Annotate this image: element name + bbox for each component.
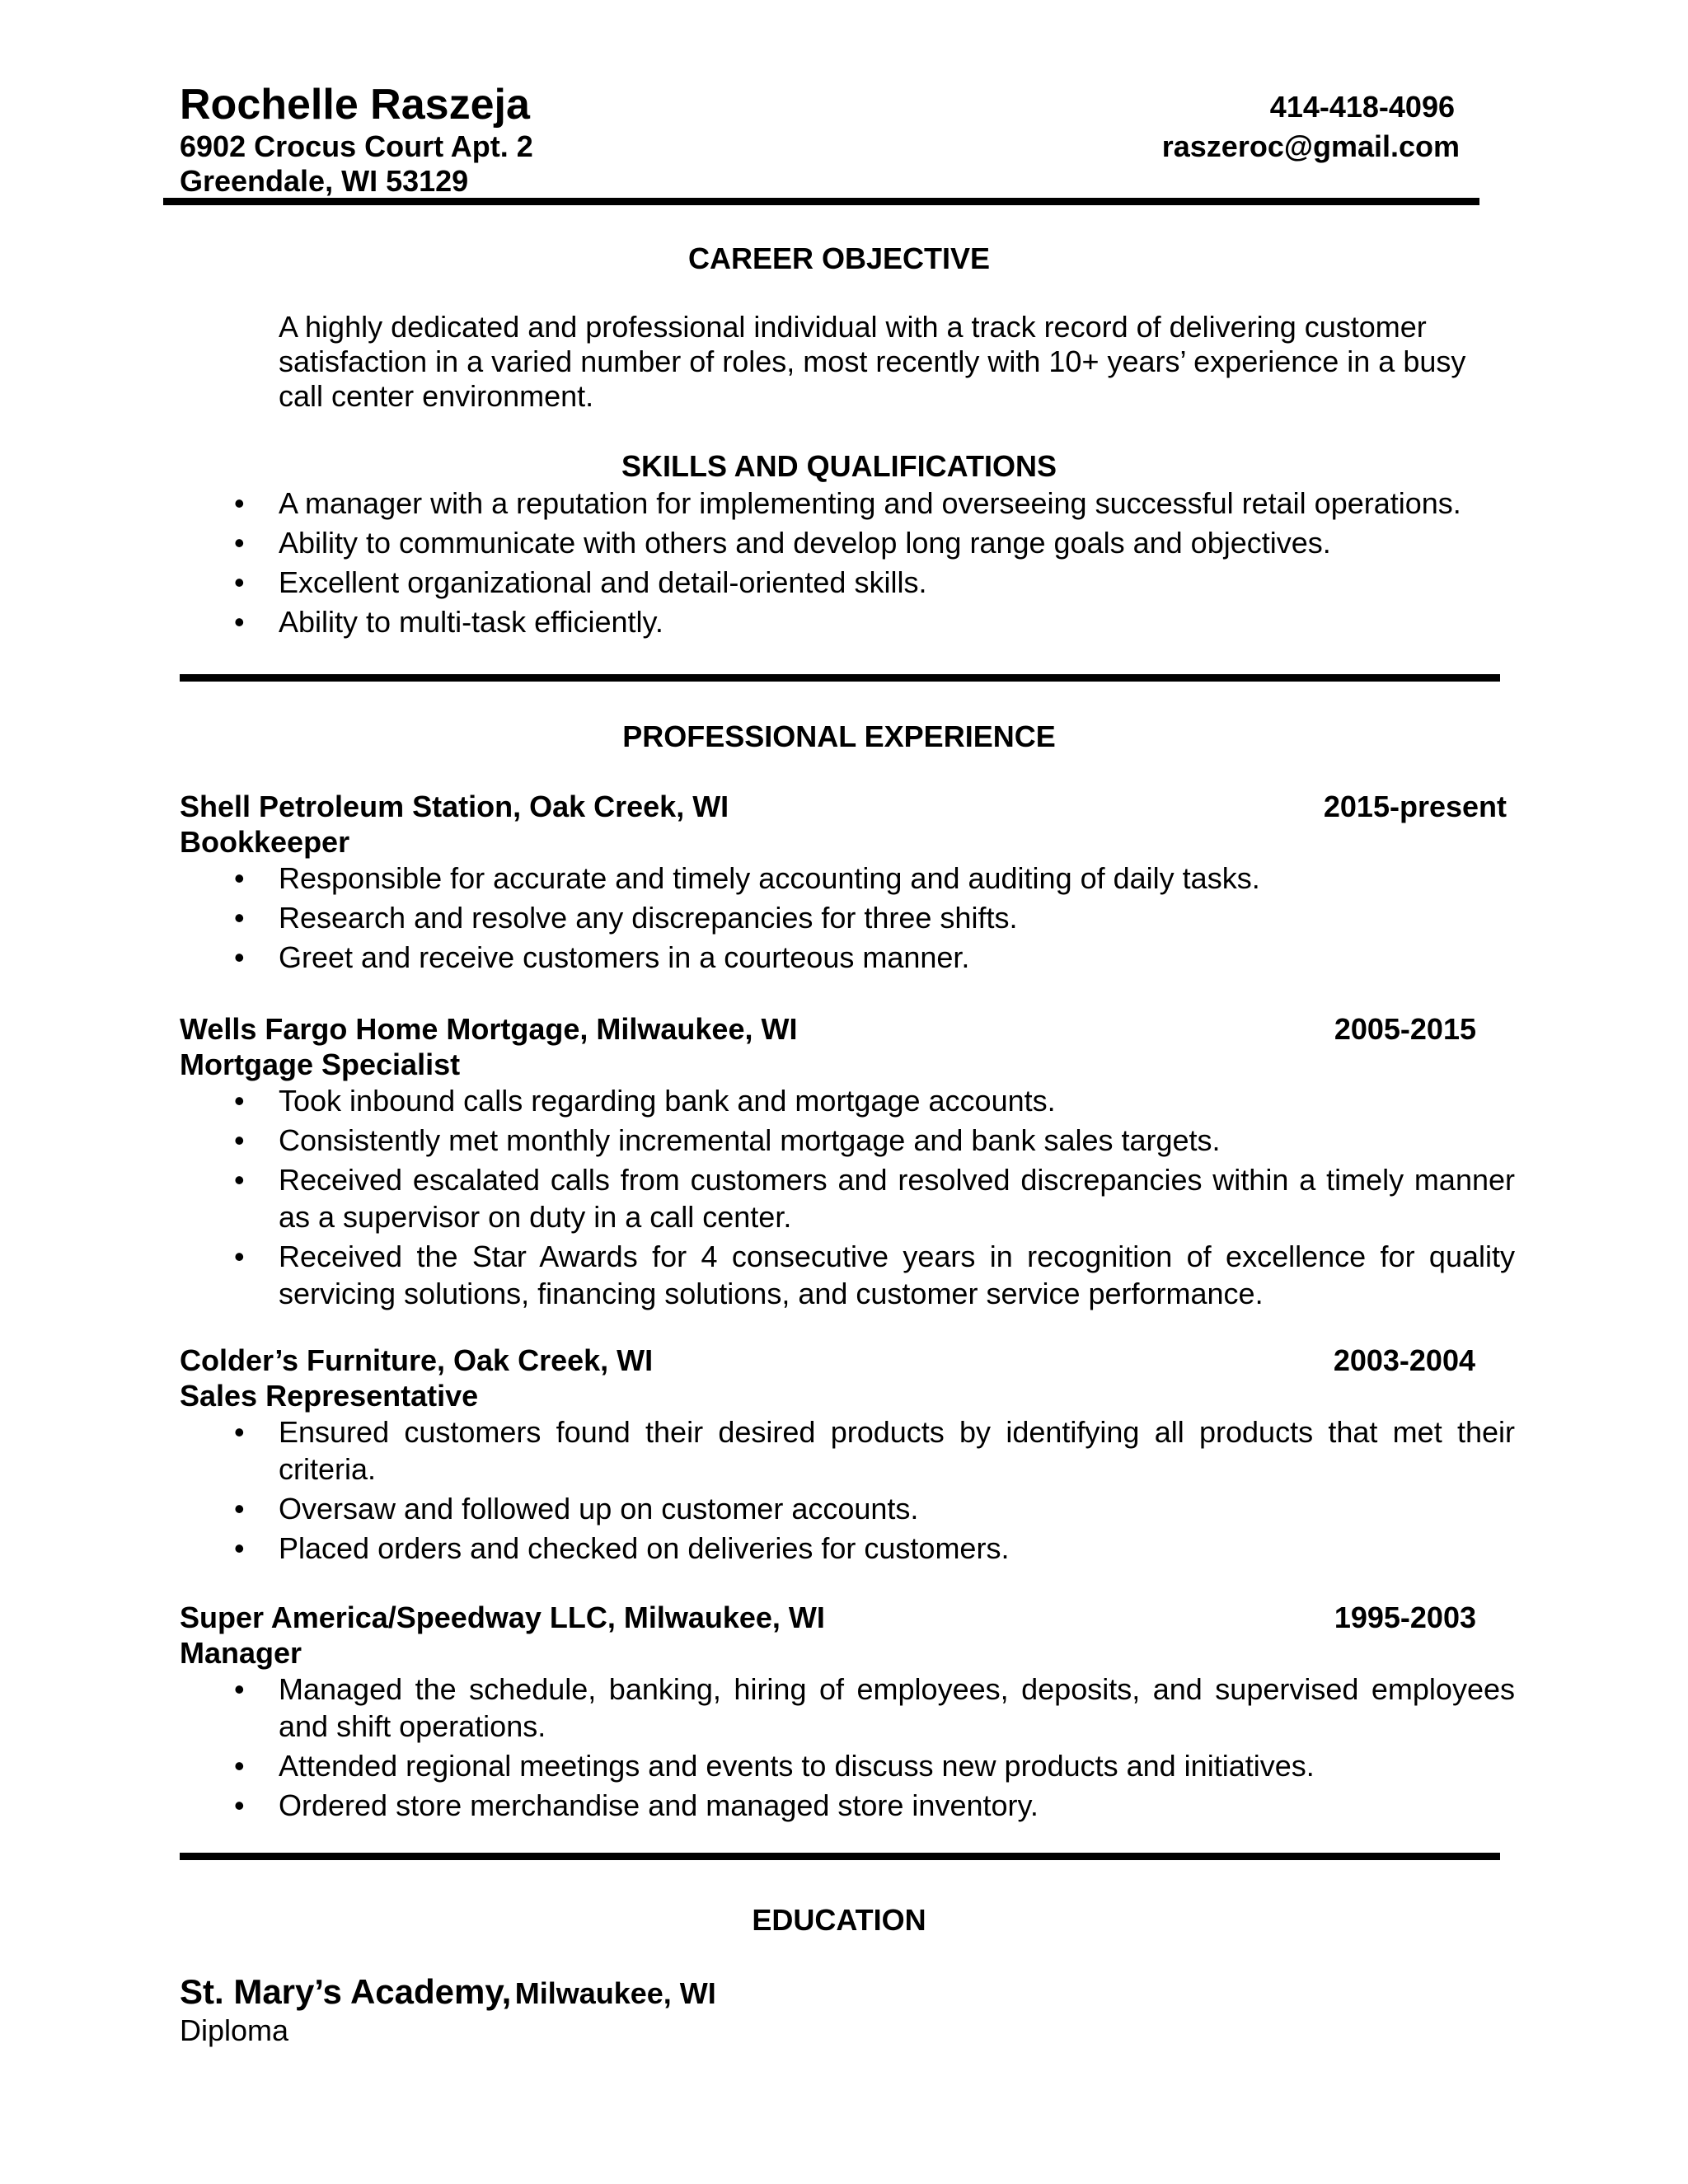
list-item: • Oversaw and followed up on customer accounts. bbox=[234, 1492, 919, 1526]
bullet-icon: • bbox=[234, 565, 245, 599]
bullet-icon: • bbox=[234, 605, 245, 639]
job-bullets bbox=[180, 1082, 1515, 1315]
job-header bbox=[180, 1600, 1515, 1671]
objective-text bbox=[279, 310, 1515, 414]
job-role: Bookkeeper bbox=[180, 825, 350, 859]
list-item: • Received escalated calls from customers and resolved discrepancies within a timely manner as a supervisor on duty in a call center. bbox=[234, 1163, 1515, 1234]
address-line-2: Greendale, WI 53129 bbox=[180, 164, 469, 198]
list-item: • A manager with a reputation for implementing and overseeing successful retail operations. bbox=[234, 486, 1461, 520]
bullet-icon: • bbox=[234, 1672, 245, 1706]
job-years: 1995-2003 bbox=[1334, 1601, 1476, 1634]
section-title-experience: PROFESSIONAL EXPERIENCE bbox=[622, 719, 1056, 753]
education-degree: Diploma bbox=[180, 2013, 289, 2047]
job-bullets bbox=[180, 1671, 1515, 1826]
job-header bbox=[180, 1011, 1515, 1082]
list-item: • Greet and receive customers in a courteous manner. bbox=[234, 940, 970, 974]
list-item: • Managed the schedule, banking, hiring of employees, deposits, and supervised employees and shift operations. bbox=[234, 1672, 1515, 1743]
job-company: Colder’s Furniture, Oak Creek, WI bbox=[180, 1343, 654, 1377]
address-line-1: 6902 Crocus Court Apt. 2 bbox=[180, 129, 533, 163]
experience-divider bbox=[180, 1853, 1500, 1860]
job-header bbox=[180, 789, 1515, 860]
bullet-icon: • bbox=[234, 940, 245, 974]
bullet-icon: • bbox=[234, 526, 245, 560]
job-years: 2015-present bbox=[1323, 790, 1507, 823]
bullet-icon: • bbox=[234, 1492, 245, 1526]
list-item: • Ability to multi-task efficiently. bbox=[234, 605, 663, 639]
list-item: • Received the Star Awards for 4 consecutive years in recognition of excellence for quality servicing solutions, financing solutions, and customer service performance. bbox=[234, 1240, 1515, 1310]
section-title-education: EDUCATION bbox=[752, 1903, 926, 1937]
skills-list bbox=[180, 485, 1515, 643]
list-item: • Took inbound calls regarding bank and mortgage accounts. bbox=[234, 1084, 1056, 1118]
list-item: • Ability to communicate with others and develop long range goals and objectives. bbox=[234, 526, 1331, 560]
bullet-icon: • bbox=[234, 1749, 245, 1783]
objective-line-3: call center environment. bbox=[279, 379, 594, 413]
list-item: • Ordered store merchandise and managed store inventory. bbox=[234, 1788, 1039, 1822]
list-item: • Excellent organizational and detail-oriented skills. bbox=[234, 565, 927, 599]
objective-line-2: satisfaction in a varied number of roles, most recently with 10+ years’ experience in a busy bbox=[279, 344, 1466, 378]
bullet-icon: • bbox=[234, 901, 245, 935]
bullet-icon: • bbox=[234, 1240, 245, 1273]
bullet-icon: • bbox=[234, 1084, 245, 1118]
job-company: Wells Fargo Home Mortgage, Milwaukee, WI bbox=[180, 1012, 798, 1046]
bullet-icon: • bbox=[234, 486, 245, 520]
job-role: Mortgage Specialist bbox=[180, 1047, 461, 1081]
list-item: • Ensured customers found their desired products by identifying all products that met their criteria. bbox=[234, 1415, 1515, 1486]
email-address: raszeroc@gmail.com bbox=[1161, 129, 1460, 163]
section-title-objective: CAREER OBJECTIVE bbox=[687, 241, 991, 275]
list-item: • Responsible for accurate and timely accounting and auditing of daily tasks. bbox=[234, 861, 1260, 895]
job-company: Super America/Speedway LLC, Milwaukee, WI bbox=[180, 1601, 825, 1634]
bullet-icon: • bbox=[234, 1163, 245, 1197]
bullet-icon: • bbox=[234, 1415, 245, 1449]
list-item: • Attended regional meetings and events to discuss new products and initiatives. bbox=[234, 1749, 1315, 1783]
bullet-icon: • bbox=[234, 1788, 245, 1822]
job-company: Shell Petroleum Station, Oak Creek, WI bbox=[180, 790, 729, 823]
list-item: • Consistently met monthly incremental mortgage and bank sales targets. bbox=[234, 1123, 1221, 1157]
bullet-icon: • bbox=[234, 1123, 245, 1157]
objective-line-1: A highly dedicated and professional individual with a track record of delivering customer bbox=[279, 310, 1427, 344]
job-role: Manager bbox=[180, 1636, 302, 1670]
job-header bbox=[180, 1343, 1515, 1413]
bullet-icon: • bbox=[234, 1531, 245, 1565]
skills-divider bbox=[180, 674, 1500, 682]
bullet-icon: • bbox=[234, 861, 245, 895]
section-title-skills: SKILLS AND QUALIFICATIONS bbox=[621, 449, 1057, 483]
header-divider bbox=[163, 198, 1479, 205]
education-school: St. Mary’s Academy, bbox=[180, 1972, 512, 2011]
education-location: Milwaukee, WI bbox=[514, 1976, 716, 2010]
list-item: • Research and resolve any discrepancies for three shifts. bbox=[234, 901, 1018, 935]
job-years: 2003-2004 bbox=[1333, 1343, 1475, 1377]
job-bullets bbox=[180, 860, 1515, 978]
job-role: Sales Representative bbox=[180, 1379, 479, 1413]
phone-number: 414-418-4096 bbox=[1269, 90, 1455, 124]
job-years: 2005-2015 bbox=[1334, 1012, 1476, 1046]
resume-name: Rochelle Raszeja bbox=[180, 81, 530, 129]
list-item: • Placed orders and checked on deliveries for customers. bbox=[234, 1531, 1010, 1565]
job-bullets bbox=[180, 1413, 1515, 1569]
